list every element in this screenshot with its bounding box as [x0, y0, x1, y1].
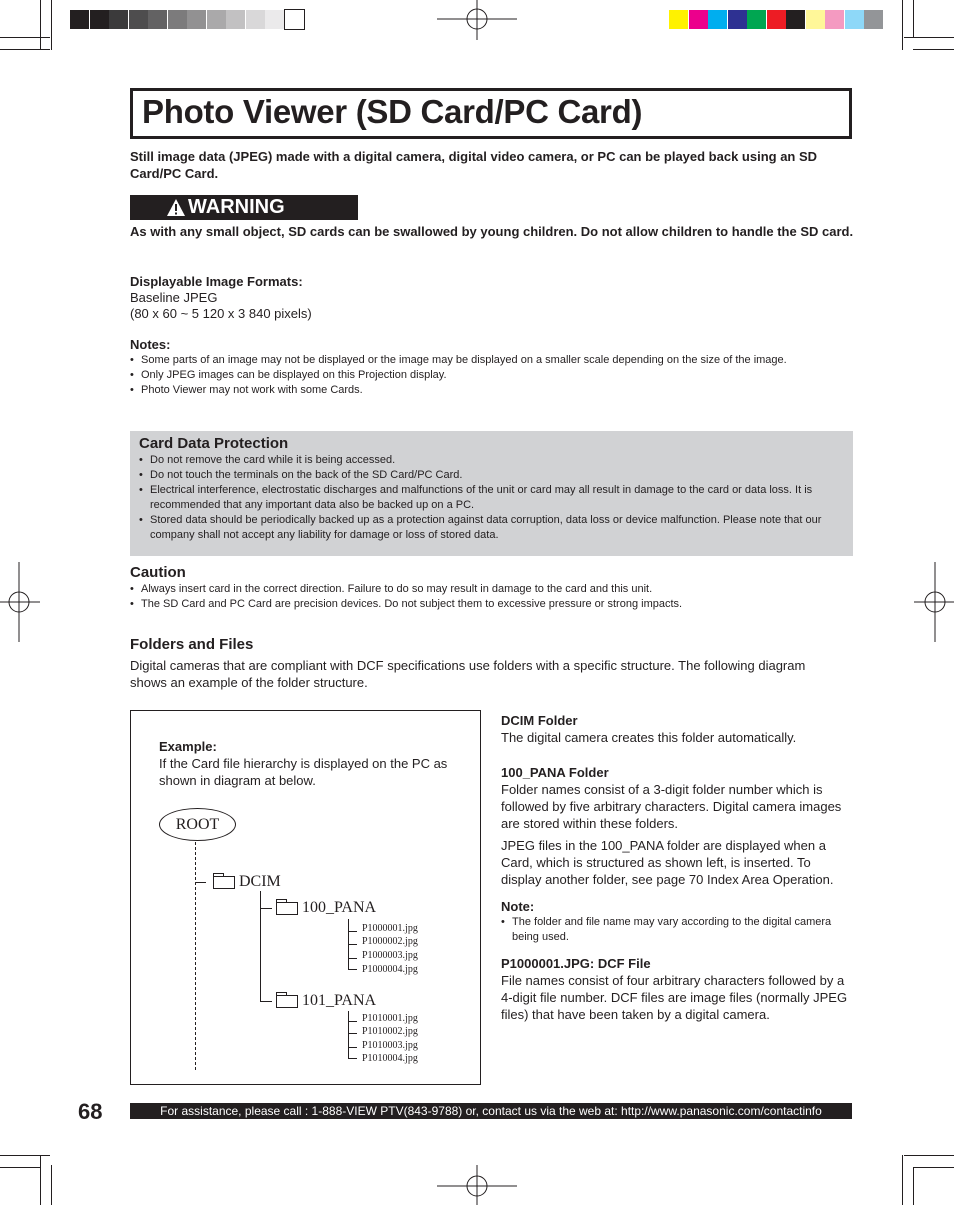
caution-heading: Caution [130, 564, 186, 581]
file-text: File names consist of four arbitrary characters followed by a 4-digit file number. DCF files are image files (normally JPEG files) that have been taken by a digital camera. [501, 973, 848, 1022]
crop-mark [40, 1155, 41, 1205]
root-label: ROOT [175, 816, 220, 833]
folder-diagram [130, 710, 481, 1085]
protection-item: • Do not touch the terminals on the back of the SD Card/PC Card. [139, 468, 845, 483]
gray-swatch [207, 10, 226, 29]
tree-line [348, 1033, 357, 1034]
protection-item: • Do not remove the card while it is being accessed. [139, 453, 845, 468]
page-number: 68 [78, 1099, 103, 1124]
note-item: • Photo Viewer may not work with some Cards. [130, 383, 842, 398]
crop-mark [0, 37, 50, 38]
tree-line [348, 1047, 357, 1048]
page-title-box [130, 88, 852, 139]
file-item: P1000002.jpg [362, 936, 418, 947]
tree-line [348, 931, 357, 932]
tree-line [348, 1021, 357, 1022]
warning-text: As with any small object, SD cards can be swallowed by young children. Do not allow children to handle the SD card. [130, 224, 854, 239]
color-swatch [845, 10, 864, 29]
warning-banner [130, 195, 358, 220]
formats-line: Baseline JPEG [130, 290, 218, 305]
tree-line [348, 1011, 349, 1058]
tree-line [260, 1001, 272, 1002]
note-heading: Note: [501, 899, 535, 914]
gray-swatch [226, 10, 245, 29]
crop-mark [902, 0, 903, 50]
formats-heading: Displayable Image Formats: [130, 274, 303, 289]
notes-section [130, 336, 842, 398]
caution-item: • The SD Card and PC Card are precision devices. Do not subject them to excessive pressure or strong impacts. [130, 597, 852, 612]
folder-icon [213, 876, 235, 889]
right-column [501, 712, 853, 1023]
note-item: • Only JPEG images can be displayed on this Projection display. [130, 368, 842, 383]
crop-mark [913, 1167, 954, 1168]
color-swatch [767, 10, 786, 29]
note-item: • The folder and file name may vary according to the digital camera being used. [501, 915, 853, 945]
color-swatch [825, 10, 844, 29]
file-item: P1000004.jpg [362, 964, 418, 975]
registration-target-icon [437, 0, 517, 40]
crop-mark [904, 1155, 954, 1156]
crop-mark [0, 49, 50, 50]
crop-mark [51, 1165, 52, 1205]
tree-line [348, 944, 357, 945]
registration-target-icon [0, 562, 40, 642]
tree-line [260, 908, 272, 909]
card-data-protection-box [130, 431, 853, 556]
crop-mark [51, 0, 52, 50]
gray-swatch [265, 10, 284, 29]
protection-item: • Stored data should be periodically backed up as a protection against data corruption, data loss or device malfunction. Please note that our company shall not accept any liability for damage or loss of stored data. [139, 513, 845, 543]
page-title: Photo Viewer (SD Card/PC Card) [142, 93, 643, 130]
crop-mark [0, 1167, 40, 1168]
note-item: • Some parts of an image may not be displayed or the image may be displayed on a smaller scale depending on the size of the image. [130, 353, 842, 368]
file-item: P1010001.jpg [362, 1013, 418, 1024]
gray-swatch [187, 10, 206, 29]
crop-mark [913, 0, 914, 38]
gray-swatch [129, 10, 148, 29]
protection-item: • Electrical interference, electrostatic discharges and malfunctions of the unit or card may all result in damage to the card or data loss. It is recommended that any important data also be backed up on a PC. [139, 483, 845, 513]
gray-swatch [70, 10, 89, 29]
pana-text: Folder names consist of a 3-digit folder number which is followed by five arbitrary characters. Digital camera images are stored within these folders. [501, 782, 842, 831]
dcim-text: The digital camera creates this folder automatically. [501, 730, 797, 745]
tree-line [348, 1058, 357, 1059]
crop-mark [902, 1155, 903, 1205]
root-node [159, 808, 236, 841]
caution-item: • Always insert card in the correct direction. Failure to do so may result in damage to the card and this unit. [130, 582, 852, 597]
crop-mark [913, 49, 954, 50]
pana100-label: 100_PANA [302, 899, 377, 916]
registration-target-icon [914, 562, 954, 642]
gray-swatch [90, 10, 109, 29]
gray-swatch [109, 10, 128, 29]
gray-swatch [168, 10, 187, 29]
example-text: If the Card file hierarchy is displayed on the PC as shown in diagram at below. [159, 756, 448, 788]
warning-triangle-icon [166, 198, 186, 217]
image-formats [130, 273, 530, 322]
color-swatch [669, 10, 688, 29]
footer-bar [130, 1103, 852, 1119]
file-item: P1010002.jpg [362, 1026, 418, 1037]
color-swatch [689, 10, 708, 29]
caution-section [130, 564, 852, 612]
color-swatch [806, 10, 825, 29]
footer-text: For assistance, please call : 1-888-VIEW PTV(843-9788) or, contact us via the web at: http://www.panasonic.com/contactinfo [160, 1104, 822, 1118]
crop-mark [913, 1167, 914, 1205]
file-item: P1010004.jpg [362, 1053, 418, 1064]
tree-line [195, 882, 206, 883]
tree-line [348, 969, 357, 970]
folders-text: Digital cameras that are compliant with DCF specifications use folders with a specific structure. The following diagram shows an example of the folder structure. [130, 658, 806, 690]
dcim-heading: DCIM Folder [501, 713, 578, 728]
dcim-label: DCIM [239, 873, 281, 890]
notes-heading: Notes: [130, 337, 171, 352]
gray-swatch [285, 10, 304, 29]
crop-mark [904, 37, 954, 38]
gray-swatch [148, 10, 167, 29]
tree-line [195, 842, 196, 1070]
tree-line [348, 958, 357, 959]
protection-heading: Card Data Protection [139, 435, 289, 452]
folders-heading: Folders and Files [130, 636, 254, 653]
file-item: P1000003.jpg [362, 950, 418, 961]
crop-mark [0, 1155, 50, 1156]
warning-label: WARNING [188, 196, 285, 218]
intro-text: Still image data (JPEG) made with a digital camera, digital video camera, or PC can be played back using an SD Card/PC Card. [130, 149, 818, 181]
registration-target-icon [437, 1165, 517, 1205]
crop-mark [40, 0, 41, 50]
folder-icon [276, 902, 298, 915]
pana101-label: 101_PANA [302, 992, 377, 1009]
formats-line: (80 x 60 ~ 5 120 x 3 840 pixels) [130, 306, 312, 321]
example-heading: Example: [159, 739, 217, 754]
color-swatch [747, 10, 766, 29]
file-item: P1000001.jpg [362, 923, 418, 934]
color-swatch [708, 10, 727, 29]
pana-text: JPEG files in the 100_PANA folder are displayed when a Card, which is structured as shown left, is inserted. To display another folder, see page 70 Index Area Operation. [501, 838, 834, 887]
pana-heading: 100_PANA Folder [501, 765, 609, 780]
color-swatch [728, 10, 747, 29]
color-swatch [786, 10, 805, 29]
gray-swatch [246, 10, 265, 29]
color-swatch [864, 10, 883, 29]
folder-icon [276, 995, 298, 1008]
file-item: P1010003.jpg [362, 1040, 418, 1051]
file-heading: P1000001.JPG: DCF File [501, 956, 651, 971]
